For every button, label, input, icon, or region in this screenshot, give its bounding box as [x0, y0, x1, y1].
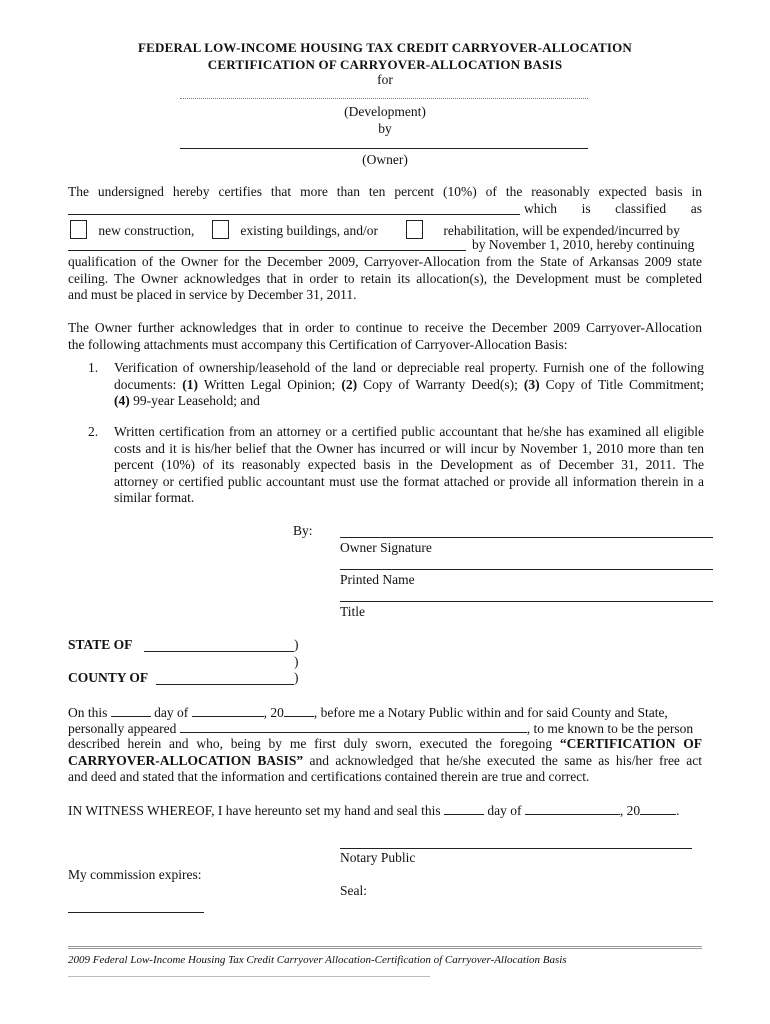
- expended-by-field[interactable]: [68, 250, 466, 251]
- footer-text: 2009 Federal Low-Income Housing Tax Credit Carryover Allocation-Certification of Carryover-Allocation Basis: [68, 954, 567, 966]
- paren: ): [294, 637, 299, 652]
- paren: ): [294, 670, 299, 685]
- form-title-line1: FEDERAL LOW-INCOME HOUSING TAX CREDIT CARRYOVER-ALLOCATION: [137, 40, 632, 55]
- witness-day-field[interactable]: [444, 802, 484, 815]
- new-construction-checkbox[interactable]: [70, 220, 87, 239]
- ack-line2: the following attachments must accompany this Certification of Carryover-Allocation Basis:: [68, 336, 568, 352]
- footer-rule: [68, 946, 702, 947]
- notary-text: described herein and who, being by me first duly sworn, executed the foregoing: [68, 736, 560, 751]
- acknowledgement-paragraph: [68, 320, 702, 353]
- cert-line4-tail: by November 1, 2010, hereby continuing: [472, 237, 695, 252]
- classified-text: which is classified as: [524, 201, 702, 216]
- state-field[interactable]: [144, 651, 294, 652]
- witness-text: .: [676, 803, 680, 818]
- certification-paragraph: [68, 184, 702, 201]
- item1-line1: Verification of ownership/leasehold of the land or depreciable real property. Furnish one of the following: [114, 360, 704, 375]
- witness-text: IN WITNESS WHEREOF, I have hereunto set my hand and seal this: [68, 803, 441, 818]
- notary-text: On this: [68, 705, 108, 720]
- cert-line2-tail: [524, 201, 702, 217]
- state-of-label: STATE OF: [68, 637, 133, 652]
- item2-line2: costs and it is his/her belief that the Owner has incurred or will incur by November 1, 2010 more than ten: [114, 440, 704, 456]
- owner-signature-field[interactable]: [340, 537, 713, 538]
- month-field[interactable]: [192, 704, 264, 717]
- item1-line3: [114, 393, 704, 410]
- paren: ): [294, 654, 299, 669]
- notary-line5: and deed and stated that the information and certifications contained therein are true and correct.: [68, 769, 590, 784]
- new-construction-option[interactable]: [70, 220, 194, 239]
- cert-line6: ceiling. The Owner acknowledges that in order to retain its allocation(s), the Development must be completed: [68, 270, 702, 286]
- notary-bold: “CERTIFICATION OF: [559, 736, 703, 751]
- item-number: 1.: [88, 360, 99, 375]
- item2-line3: percent (10%) of its reasonably expected basis in the Development as of December 31, 2011. The: [114, 457, 704, 472]
- title-field[interactable]: [340, 601, 713, 602]
- form-title-line2: CERTIFICATION OF CARRYOVER-ALLOCATION BASIS: [207, 57, 563, 72]
- item1-bold: (1): [182, 376, 199, 392]
- owner-field[interactable]: [180, 148, 588, 149]
- commission-expires-field[interactable]: [68, 912, 204, 913]
- year-field[interactable]: [284, 704, 314, 717]
- certification-continued: [68, 254, 702, 304]
- existing-buildings-option[interactable]: [212, 220, 378, 239]
- rehabilitation-label: rehabilitation, will be expended/incurred by: [443, 223, 680, 238]
- notary-line3: [68, 736, 702, 753]
- day-field[interactable]: [111, 704, 151, 717]
- by-signature-label: By:: [293, 523, 313, 538]
- item1-text: documents:: [114, 376, 183, 392]
- witness-line: [68, 802, 679, 819]
- item1-text: 99-year Leasehold; and: [129, 393, 260, 408]
- notary-line4: [68, 753, 702, 770]
- item1-text: Written Legal Opinion;: [198, 376, 342, 392]
- item2-line5: similar format.: [114, 490, 195, 505]
- personally-appeared-field[interactable]: [180, 720, 527, 733]
- cert-line7: and must be placed in service by December 31, 2011.: [68, 287, 357, 302]
- ack-line1: The Owner further acknowledges that in order to continue to receive the December 2009 Carryover-Allocation: [68, 320, 702, 335]
- commission-expires-label: My commission expires:: [68, 867, 202, 882]
- title-label: Title: [340, 604, 366, 619]
- notary-text: day of: [154, 705, 189, 720]
- item1-text: Copy of Warranty Deed(s);: [357, 376, 524, 392]
- owner-label: (Owner): [362, 152, 408, 167]
- notary-text: and acknowledged that he/she executed the same as his/her free act: [303, 752, 702, 768]
- notary-public-label: Notary Public: [340, 850, 416, 865]
- witness-text: day of: [487, 803, 522, 818]
- item1-text: Copy of Title Commitment;: [539, 376, 704, 392]
- item-number: 2.: [88, 424, 99, 439]
- item1-bold: (3): [523, 376, 540, 392]
- development-label: (Development): [344, 104, 426, 119]
- notary-text: personally appeared: [68, 721, 177, 736]
- cert-line5: qualification of the Owner for the December 2009, Carryover-Allocation from the State of Arkansas 2009 state: [68, 254, 702, 269]
- development-field[interactable]: [180, 98, 588, 99]
- notary-text: , to me known to be the person: [526, 721, 694, 736]
- printed-name-label: Printed Name: [340, 572, 415, 587]
- item2-line1: Written certification from an attorney or a certified public accountant that he/she has examined all eligible: [114, 424, 704, 439]
- footer-underline: [68, 976, 430, 977]
- seal-label: Seal:: [340, 883, 367, 898]
- notary-public-signature-field[interactable]: [340, 848, 692, 849]
- notary-bold: CARRYOVER-ALLOCATION BASIS”: [68, 752, 304, 768]
- witness-month-field[interactable]: [525, 802, 620, 815]
- item1-bold: (4): [114, 393, 130, 408]
- existing-buildings-checkbox[interactable]: [212, 220, 229, 239]
- for-label: for: [377, 72, 393, 87]
- existing-buildings-label: existing buildings, and/or: [240, 223, 378, 238]
- notary-text: , 20: [263, 705, 284, 720]
- notary-paragraph: [68, 736, 702, 786]
- notary-line2: [68, 720, 693, 737]
- notary-line1: [68, 704, 668, 721]
- cert-line1: The undersigned hereby certifies that more than ten percent (10%) of the reasonably expected basis in: [68, 184, 702, 199]
- rehabilitation-checkbox[interactable]: [406, 220, 423, 239]
- footer-rule: [68, 948, 702, 949]
- new-construction-label: new construction,: [98, 223, 195, 238]
- item1-line2: [114, 377, 704, 394]
- witness-text: , 20: [619, 803, 641, 818]
- owner-signature-label: Owner Signature: [340, 540, 432, 555]
- item1-bold: (2): [341, 376, 358, 392]
- county-of-label: COUNTY OF: [68, 670, 149, 685]
- county-field[interactable]: [156, 684, 294, 685]
- notary-text: , before me a Notary Public within and for said County and State,: [313, 705, 668, 720]
- printed-name-field[interactable]: [340, 569, 713, 570]
- witness-year-field[interactable]: [640, 802, 676, 815]
- basis-field[interactable]: [68, 214, 520, 215]
- item2-line4: attorney or certified public accountant must use the format attached or provide all information therein in a: [114, 473, 704, 489]
- by-label: by: [378, 121, 392, 136]
